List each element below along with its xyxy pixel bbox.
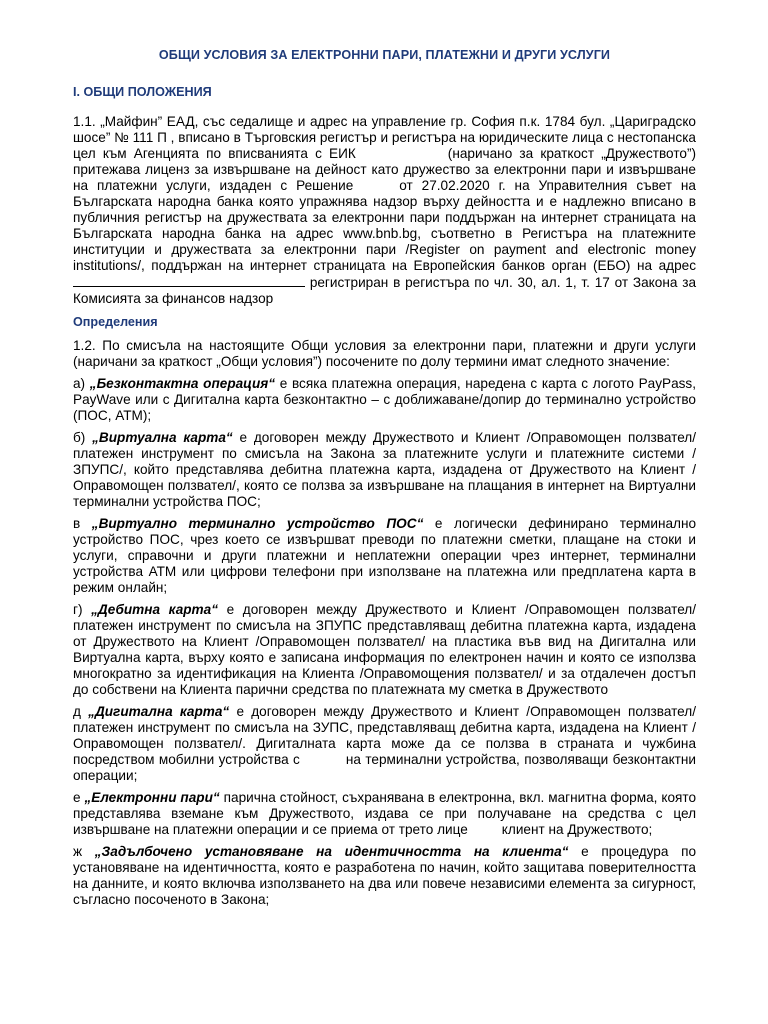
paragraph-1-1-part2: (наричано за краткост „Дружеството”) притежава лиценз за извършване на дейност като дружество за електронни пари и извършване на платежни услуги, издаден с Решение — [73, 146, 697, 193]
definition-term: „Виртуално терминално устройство ПОС“ — [91, 516, 424, 531]
definition-text: е процедура по установяване на идентичността, която е разработена по начин, който защитава поверителността на данните, и която включва използването на два или повече независими елемента за сигурност, съгласно посоченото в Закона; — [73, 844, 696, 907]
definition-text-continued: на терминални устройства, позволяващи безконтактни операции; — [73, 752, 696, 783]
definition-item: а) „Безконтактна операция“ е всяка платежна операция, наредена с карта с логото PayPass, PayWave или с Дигитална карта безконтактно – с доближаване/допир до терминално устройство (ПОС, АТМ); — [73, 376, 696, 423]
definition-item: г) „Дебитна карта“ е договорен между Дружеството и Клиент /Оправомощен ползвател/ платежен инструмент по смисъла на ЗПУПС представляващ дебитна платежна карта, издадена от Дружеството на Клиент /Оправомощен ползвател/ на пластика във вид на Дигитална или Виртуална карта, върху която е записана информация по електронен начин и която се използва многократно за идентификация на Клиента /Оправомощения ползвател/ и за отдалечен достъп до собствени на Клиента парични средства по платежната му сметка в Дружеството — [73, 602, 697, 697]
definitions-heading: Определения — [73, 315, 158, 329]
definition-text: е договорен между Дружеството и Клиент /Оправомощен ползвател/ платежен инструмент по смисъла на ЗПУПС представляващ дебитна платежна карта, издадена от Дружеството на Клиент /Оправомощен ползвател/ на пластика във вид на Дигитална или Виртуална карта, върху която е записана информация по електронен начин и която се използва многократно за идентификация на Клиента /Оправомощения ползвател/ и за отдалечен достъп до собствени на Клиента парични средства по платежната му сметка в Дружеството — [73, 602, 697, 697]
definition-term: „Дебитна карта“ — [91, 602, 219, 617]
definition-term: „Дигитална карта“ — [88, 704, 230, 719]
definition-text-continued: клиент на Дружеството; — [501, 822, 653, 837]
paragraph-1-2: 1.2. По смисъла на настоящите Общи условия за електронни пари, платежни и други услуги (наричани за краткост „Общи условия”) посочените по долу термини имат следното значение: — [73, 338, 696, 369]
paragraph-1-1 — [73, 114, 696, 307]
definition-item: ж „Задълбочено установяване на идентичността на клиента“ е процедура по установяване на идентичността, която е разработена по начин, който защитава поверителността на данните, и която включва използването на два или повече независими елемента за сигурност, съгласно посоченото в Закона; — [73, 844, 696, 907]
definition-term: „Безконтактна операция“ — [89, 376, 276, 391]
definition-term: „Задълбочено установяване на идентичността на клиента“ — [94, 844, 569, 859]
definition-item: д „Дигитална карта“ е договорен между Дружеството и Клиент /Оправомощен ползвател/ платежен инструмент по смисъла на ЗУПС, представляващ дебитна карта, издадена на Клиент /Оправомощен ползвател/. Дигиталната карта може да се ползва в страната и чужбина посредством мобилни устройства с на терминални устройства, позволяващи безконтактни операции; — [73, 704, 696, 783]
document-title: ОБЩИ УСЛОВИЯ ЗА ЕЛЕКТРОННИ ПАРИ, ПЛАТЕЖНИ И ДРУГИ УСЛУГИ — [158, 48, 611, 62]
definition-term: „Електронни пари“ — [84, 790, 220, 805]
blank-eba-address — [73, 274, 305, 287]
definition-text: е договорен между Дружеството и Клиент /Оправомощен ползвател/ платежен инструмент по смисъла на Закона за платежните услуги и платежните системи /ЗПУПС/, който представлява дебитна платежна карта, издадена от Дружеството на Клиент /Оправомощен ползвател/, която се ползва за извършване на плащания в интернет на Виртуални терминални устройства ПОС; — [73, 430, 697, 509]
definition-item: б) „Виртуална карта“ е договорен между Дружеството и Клиент /Оправомощен ползвател/ платежен инструмент по смисъла на Закона за платежните услуги и платежните системи /ЗПУПС/, който представлява дебитна платежна карта, издадена от Дружеството на Клиент /Оправомощен ползвател/, която се ползва за извършване на плащания в интернет на Виртуални терминални устройства ПОС; — [73, 430, 697, 509]
definition-item: в „Виртуално терминално устройство ПОС“ е логически дефинирано терминално устройство ПОС, чрез което се извършват преводи по платежни сметки, плащане на стоки и услуги, справочни и други платежни и неплатежни операции чрез интернет, терминални устройства АТМ или цифрови телефони при използване на платежна или предплатена карта в режим онлайн; — [73, 516, 697, 595]
definition-term: „Виртуална карта“ — [92, 430, 233, 445]
definition-text: парична стойност, съхранявана в електронна, вкл. магнитна форма, която представлява вземане към Дружеството, издава се при получаване на средства с цел извършване на платежни операции и се приема от трето лице — [73, 790, 696, 837]
definition-text: е договорен между Дружеството и Клиент /Оправомощен ползвател/ платежен инструмент по смисъла на ЗУПС, представляващ дебитна карта, издадена на Клиент /Оправомощен ползвател/. Дигиталната карта може да се ползва в страната и чужбина посредством мобилни устройства с — [73, 704, 696, 767]
paragraph-1-1-part1: 1.1. „Майфин” ЕАД, със седалище и адрес на управление гр. София п.к. 1784 бул. „Цариградско шосе” № 111 П , вписано в Търговския регистър и регистъра на юридическите лица с нестопанска цел към Агенцията по вписванията с ЕИК — [73, 114, 696, 161]
definition-item: е „Електронни пари“ парична стойност, съхранявана в електронна, вкл. магнитна форма, която представлява вземане към Дружеството, издава се при получаване на средства с цел извършване на платежни операции и се приема от трето лице клиент на Дружеството; — [73, 790, 696, 837]
section-heading-general: I. ОБЩИ ПОЛОЖЕНИЯ — [73, 85, 212, 99]
definition-text: е всяка платежна операция, наредена с карта с логото PayPass, PayWave или с Дигитална карта безконтактно – с доближаване/допир до терминално устройство (ПОС, АТМ); — [73, 376, 696, 423]
definition-text: е логически дефинирано терминално устройство ПОС, чрез което се извършват преводи по платежни сметки, плащане на стоки и услуги, справочни и други платежни и неплатежни операции чрез интернет, терминални устройства АТМ или цифрови телефони при използване на платежна или предплатена карта в режим онлайн; — [73, 516, 697, 595]
paragraph-1-1-part3: от 27.02.2020 г. на Управителния съвет на Българската народна банка която упражнява надзор върху дейността и е надлежно вписано в публичния регистър на дружествата за електронни пари поддържан на интернет страницата на Българската народна банка на адрес www.bnb.bg, съответно в Регистъра на платежните институции и дружествата за електронни пари /Register on payment and electronic money institutions/, поддържан на интернет страницата на Европейския банков орган (ЕБО) на адрес — [73, 178, 696, 273]
paragraph-1-1-part4: регистриран в регистъра по чл. 30, ал. 1, т. 17 от Закона за Комисията за финансов надзор — [73, 275, 696, 306]
